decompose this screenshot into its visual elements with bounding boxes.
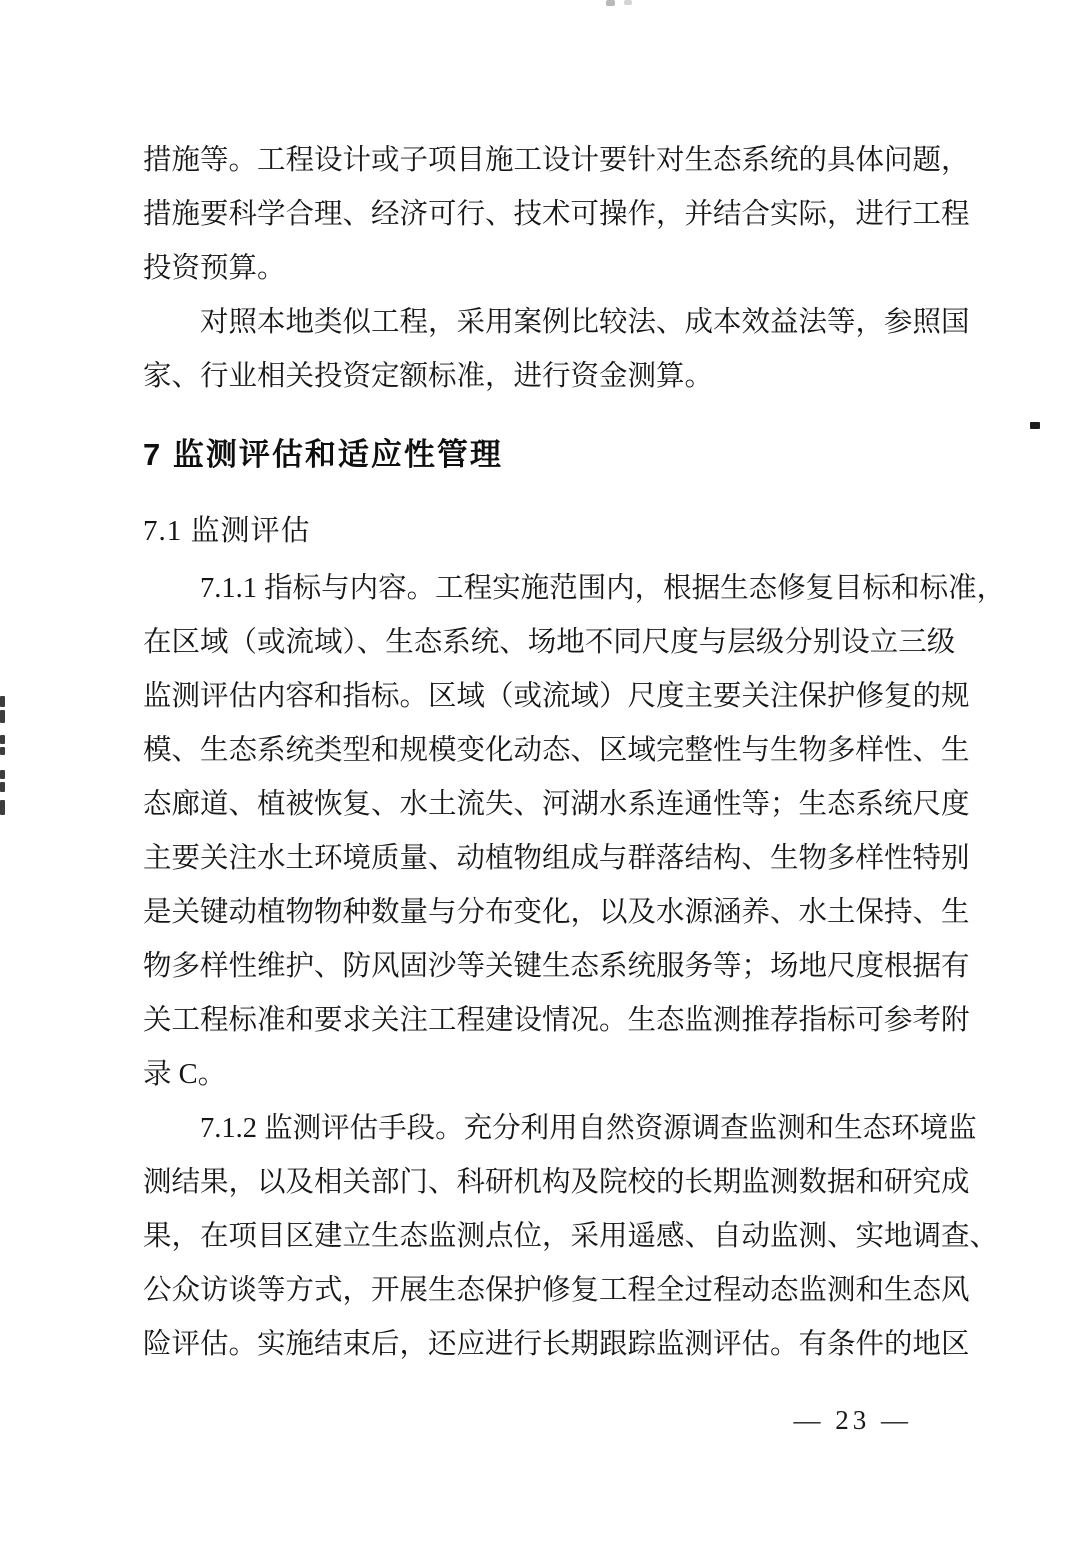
text-line: 7.1.2 监测评估手段。充分利用自然资源调查监测和生态环境监 bbox=[200, 1113, 977, 1144]
section-heading: 7 监测评估和适应性管理 bbox=[143, 437, 503, 472]
text-line: 在区域（或流域）、生态系统、场地不同尺度与层级分别设立三级 bbox=[143, 627, 956, 658]
text-line: 7.1.1 指标与内容。工程实施范围内，根据生态修复目标和标准， bbox=[200, 573, 1006, 604]
scan-binding-mark bbox=[0, 710, 5, 723]
text-line: 模、生态系统类型和规模变化动态、区域完整性与生物多样性、生 bbox=[143, 735, 970, 766]
text-line: 措施等。工程设计或子项目施工设计要针对生态系统的具体问题， bbox=[143, 145, 970, 176]
scan-binding-mark bbox=[0, 747, 5, 755]
scan-binding-mark bbox=[0, 782, 5, 792]
text-line: 态廊道、植被恢复、水土流失、河湖水系连通性等；生态系统尺度 bbox=[143, 789, 970, 820]
text-line: 关工程标准和要求关注工程建设情况。生态监测推荐指标可参考附 bbox=[143, 1005, 970, 1036]
text-line: 家、行业相关投资定额标准，进行资金测算。 bbox=[143, 361, 714, 392]
subsection-heading: 7.1 监测评估 bbox=[143, 515, 311, 547]
paragraph-monitoring-means bbox=[143, 1102, 999, 1372]
text-line: 措施要科学合理、经济可行、技术可操作，并结合实际，进行工程 bbox=[143, 199, 970, 230]
scan-smudge bbox=[606, 0, 615, 6]
text-line: 果，在项目区建立生态监测点位，采用遥感、自动监测、实地调查、 bbox=[143, 1221, 999, 1252]
scan-binding-mark bbox=[0, 696, 5, 707]
text-line: 监测评估内容和指标。区域（或流域）尺度主要关注保护修复的规 bbox=[143, 681, 970, 712]
text-line: 投资预算。 bbox=[143, 253, 286, 284]
scan-binding-mark bbox=[0, 800, 5, 815]
document-body bbox=[143, 134, 1006, 1372]
scan-smudge bbox=[624, 0, 632, 5]
text-line: 录 C。 bbox=[143, 1059, 227, 1090]
page-number: — 23 — bbox=[793, 1405, 912, 1435]
text-line: 测结果，以及相关部门、科研机构及院校的长期监测数据和研究成 bbox=[143, 1167, 970, 1198]
paragraph-indicators-content bbox=[143, 562, 1006, 1102]
scan-binding-mark bbox=[0, 735, 5, 744]
paragraph-fund-estimate bbox=[143, 296, 970, 404]
scan-binding-mark bbox=[0, 770, 5, 779]
scan-ink-dot bbox=[1030, 422, 1040, 429]
text-line: 是关键动植物物种数量与分布变化，以及水源涵养、水土保持、生 bbox=[143, 897, 970, 928]
text-line: 对照本地类似工程，采用案例比较法、成本效益法等，参照国 bbox=[200, 307, 970, 338]
text-line: 公众访谈等方式，开展生态保护修复工程全过程动态监测和生态风 bbox=[143, 1275, 970, 1306]
text-line: 物多样性维护、防风固沙等关键生态系统服务等；场地尺度根据有 bbox=[143, 951, 970, 982]
text-line: 主要关注水土环境质量、动植物组成与群落结构、生物多样性特别 bbox=[143, 843, 970, 874]
text-line: 险评估。实施结束后，还应进行长期跟踪监测评估。有条件的地区 bbox=[143, 1329, 970, 1360]
paragraph-cost-design bbox=[143, 134, 970, 296]
